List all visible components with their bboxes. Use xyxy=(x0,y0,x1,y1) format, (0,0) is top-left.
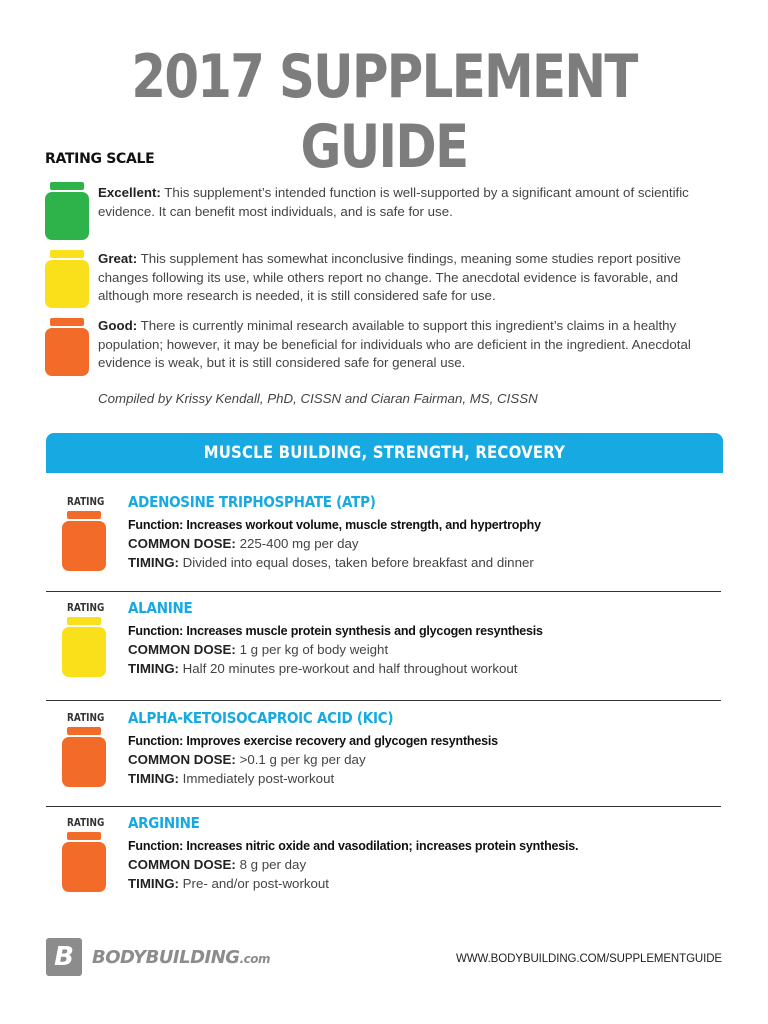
dose-label: COMMON DOSE: xyxy=(128,857,236,872)
supplement-function: Function: Increases nitric oxide and vasodilation; increases protein synthesis. xyxy=(128,839,579,853)
rating-excellent-label: Excellent: xyxy=(98,185,161,200)
page-title: 2017 SUPPLEMENT GUIDE xyxy=(131,42,637,182)
supplement-timing xyxy=(128,555,534,570)
supplement-timing xyxy=(128,876,329,891)
supplement-name: ADENOSINE TRIPHOSPHATE (ATP) xyxy=(128,493,376,511)
rating-good-text: There is currently minimal research available to support this ingredient’s claims in a healthy population; however, it may be beneficial for individuals who are deficient in the ingredient. Anecdotal evidence is weak, but it is still considered safe for general use. xyxy=(98,318,691,370)
timing-label: TIMING: xyxy=(128,555,179,570)
dose-label: COMMON DOSE: xyxy=(128,536,236,551)
supplement-function: Function: Increases workout volume, muscle strength, and hypertrophy xyxy=(128,518,541,532)
dose-label: COMMON DOSE: xyxy=(128,642,236,657)
good-jar-icon xyxy=(45,318,89,376)
rating-great-label: Great: xyxy=(98,251,138,266)
excellent-jar-icon xyxy=(45,182,89,240)
dose-value: >0.1 g per kg per day xyxy=(239,752,366,767)
rating-good xyxy=(98,317,718,373)
rating-label: RATING xyxy=(67,602,105,614)
divider xyxy=(46,591,721,592)
section-title: MUSCLE BUILDING, STRENGTH, RECOVERY xyxy=(203,443,566,463)
good-jar-icon xyxy=(62,727,106,787)
footer-url-link[interactable]: WWW.BODYBUILDING.COM/SUPPLEMENTGUIDE xyxy=(455,953,722,965)
timing-value: Immediately post-workout xyxy=(182,771,335,786)
bodybuilding-logo[interactable] xyxy=(46,938,286,978)
dose-value: 1 g per kg of body weight xyxy=(239,642,389,657)
dose-value: 225-400 mg per day xyxy=(239,536,359,551)
rating-great xyxy=(98,250,718,306)
supplement-name: ALANINE xyxy=(128,599,193,617)
timing-value: Pre- and/or post-workout xyxy=(182,876,330,891)
section-banner xyxy=(46,433,723,473)
timing-value: Half 20 minutes pre-workout and half throughout workout xyxy=(182,661,518,676)
timing-label: TIMING: xyxy=(128,876,179,891)
logo-text: BODYBUILDING xyxy=(92,947,240,968)
timing-label: TIMING: xyxy=(128,771,179,786)
good-jar-icon xyxy=(62,511,106,571)
great-jar-icon xyxy=(62,617,106,677)
rating-label: RATING xyxy=(67,817,105,829)
great-jar-icon xyxy=(45,250,89,308)
logo-mark-icon: B xyxy=(46,938,82,976)
supplement-name: ALPHA-KETOISOCAPROIC ACID (KIC) xyxy=(128,709,394,727)
logo-suffix: .com xyxy=(239,952,271,966)
supplement-dose xyxy=(128,536,359,551)
rating-excellent-text: This supplement’s intended function is well-supported by a significant amount of scientific evidence. It can benefit most individuals, and is safe for use. xyxy=(98,185,689,219)
timing-value: Divided into equal doses, taken before breakfast and dinner xyxy=(182,555,534,570)
supplement-dose xyxy=(128,752,366,767)
compiled-by: Compiled by Krissy Kendall, PhD, CISSN and Ciaran Fairman, MS, CISSN xyxy=(98,391,538,406)
divider xyxy=(46,700,721,701)
rating-label: RATING xyxy=(67,496,105,508)
rating-great-text: This supplement has somewhat inconclusive findings, meaning some studies report positive changes following its use, while others report no change. The anecdotal evidence is favorable, and although more research is needed, it is still considered safe for use. xyxy=(98,251,681,303)
logo-wordmark xyxy=(92,947,270,968)
rating-good-label: Good: xyxy=(98,318,138,333)
supplement-function: Function: Increases muscle protein synthesis and glycogen resynthesis xyxy=(128,624,543,638)
dose-label: COMMON DOSE: xyxy=(128,752,236,767)
supplement-dose xyxy=(128,642,388,657)
supplement-timing xyxy=(128,661,518,676)
timing-label: TIMING: xyxy=(128,661,179,676)
divider xyxy=(46,806,721,807)
supplement-function: Function: Improves exercise recovery and glycogen resynthesis xyxy=(128,734,498,748)
rating-excellent xyxy=(98,184,718,221)
dose-value: 8 g per day xyxy=(239,857,307,872)
rating-label: RATING xyxy=(67,712,105,724)
supplement-name: ARGININE xyxy=(128,814,200,832)
rating-scale-heading: RATING SCALE xyxy=(45,151,155,167)
supplement-dose xyxy=(128,857,306,872)
supplement-timing xyxy=(128,771,334,786)
good-jar-icon xyxy=(62,832,106,892)
